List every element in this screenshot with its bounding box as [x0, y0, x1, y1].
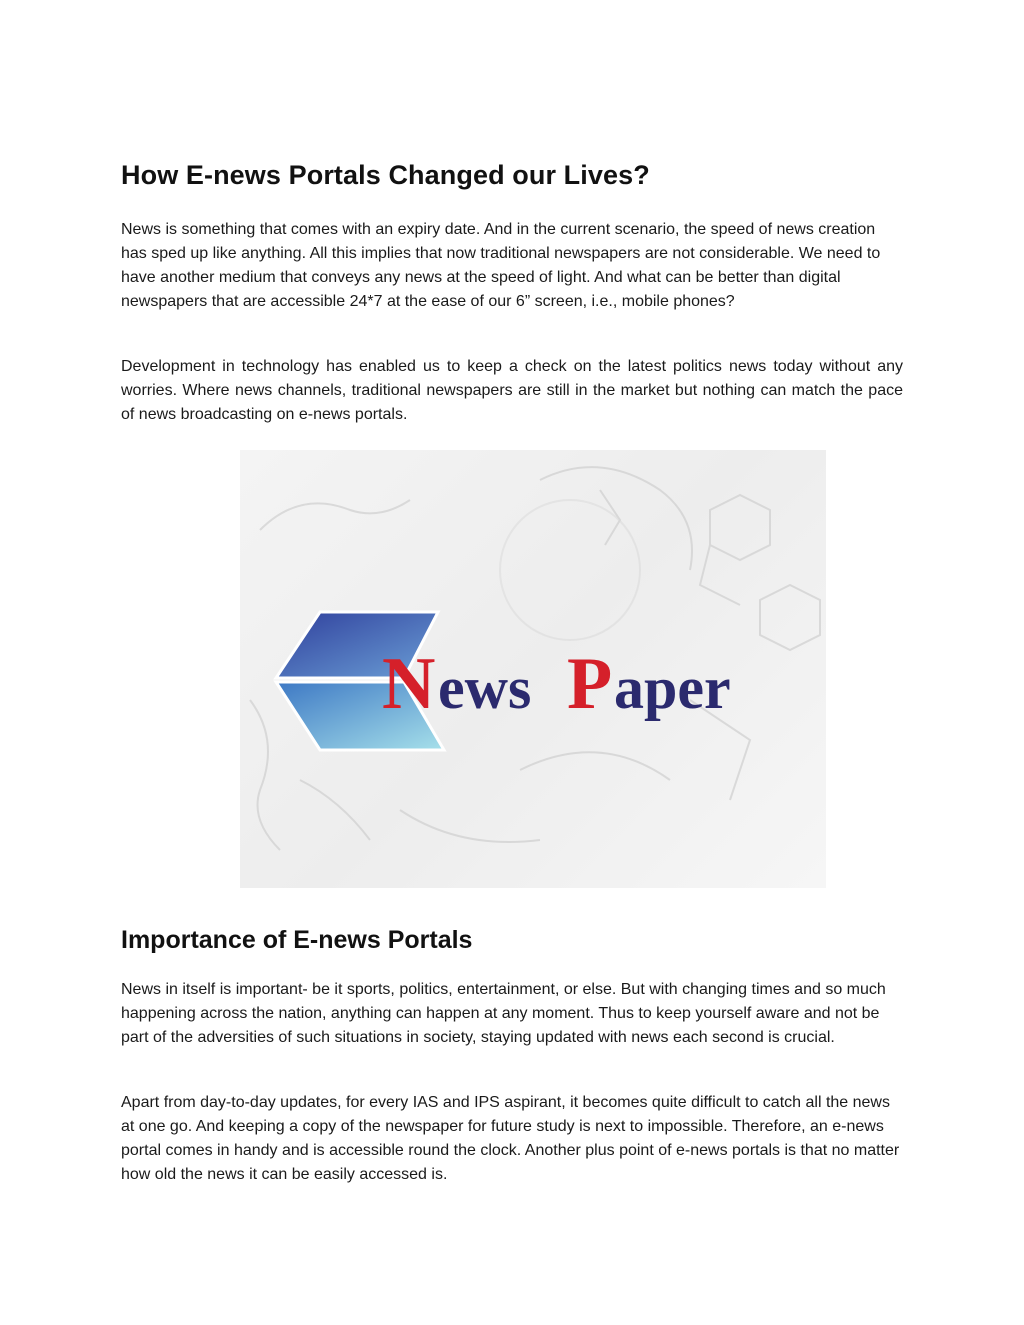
- section-heading: Importance of E-news Portals: [121, 926, 473, 954]
- aspirant-paragraph: Apart from day-to-day updates, for every IAS and IPS aspirant, it becomes quite difficult to catch all the news at one go. And keeping a copy of the newspaper for future study is next to impossible. Therefore, an e-news portal comes in handy and is accessible round the clock. Another plus point of e-news portals is that no matter how old the news it can be easily accessed is.: [121, 1094, 900, 1183]
- importance-paragraph: News in itself is important- be it sports, politics, entertainment, or else. But with changing times and so much happening across the nation, anything can happen at any moment. Thus to keep yourself aware and not be part of the adversities of such situations in society, staying updated with news each second is crucial.: [121, 981, 886, 1046]
- newspaper-logo-image: [240, 450, 826, 888]
- logo-text-aper: aper: [614, 655, 731, 721]
- article-title: How E-news Portals Changed our Lives?: [121, 160, 650, 190]
- newspaper-logo-graphic: [240, 450, 826, 888]
- logo-letter-p: P: [567, 643, 613, 725]
- intro-paragraph: News is something that comes with an expiry date. And in the current scenario, the speed of news creation has sped up like anything. All this implies that now traditional newspapers are not considerable. We need to have another medium that conveys any news at the speed of light. And what can be better than digital newspapers that are accessible 24*7 at the ease of our 6” screen, i.e., mobile phones?: [121, 221, 881, 310]
- logo-letter-n: N: [382, 643, 436, 725]
- logo-text-ews: ews: [438, 655, 532, 721]
- technology-paragraph: Development in technology has enabled us to keep a check on the latest politics news today without any worries. Where news channels, traditional newspapers are still in the market but nothing can match the pace of news broadcasting on e-news portals.: [121, 358, 903, 423]
